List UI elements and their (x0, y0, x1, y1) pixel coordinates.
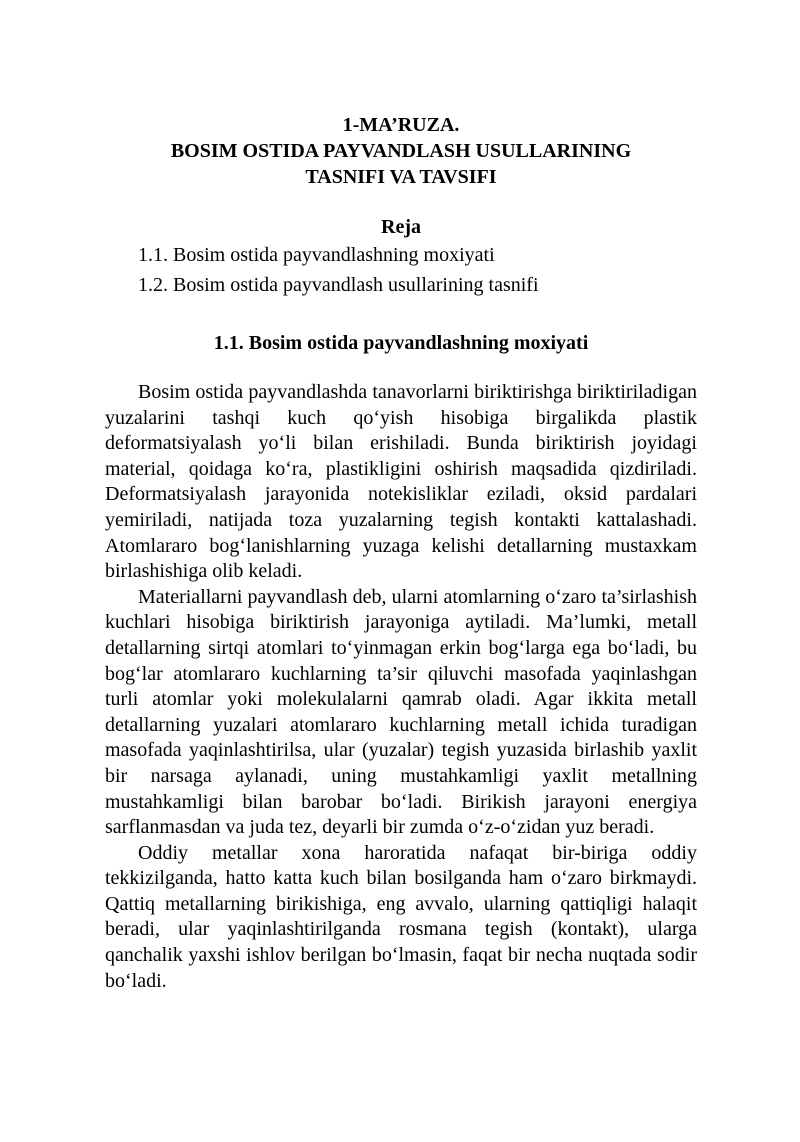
section-heading: 1.1. Bosim ostida payvandlashning moxiyati (213, 332, 589, 354)
body-paragraph: Oddiy metallar xona haroratida nafaqat bir-biriga oddiy tekkizilganda, hatto katta kuch bilan bosilganda ham o‘zaro birkmaydi. Qattiq metallarning birikishiga, eng avvalo, ularning qattiqligi halaqit beradi, ular yaqinlashtirilganda rosmana tegish (kontakt), ularga qanchalik yaxshi ishlov berilgan bo‘lmasin, faqat bir necha nuqtada sodir bo‘ladi. (105, 841, 697, 992)
body-paragraph: Bosim ostida payvandlashda tanavorlarni biriktirishga biriktiriladigan yuzalarini tashqi kuch qo‘yish hisobiga birgalikda plastik deformatsiyalash yo‘li bilan erishiladi. Bunda biriktirish joyidagi material, qoidaga ko‘ra, plastikligini oshirish maqsadida qizdiriladi. Deformatsiyalash jarayonida notekisliklar eziladi, oksid pardalari yemiriladi, natijada toza yuzalarning tegish kontakti kattalashadi. Atomlararo bog‘lanishlarning yuzaga kelishi detallarning mustaxkam birlashishiga olib keladi. (105, 381, 697, 583)
plan-item: 1.2. Bosim ostida payvandlash usullarining tasnifi (138, 274, 539, 296)
lecture-title-line-2: TASNIFI VA TAVSIFI (305, 166, 497, 188)
plan-item: 1.1. Bosim ostida payvandlashning moxiyati (138, 244, 495, 266)
lecture-number: 1-MA’RUZA. (342, 114, 460, 136)
lecture-title-block (105, 112, 697, 190)
lecture-title-line-1: BOSIM OSTIDA PAYVANDLASH USULLARINING (170, 140, 632, 162)
body-paragraph: Materiallarni payvandlash deb, ularni atomlarning o‘zaro ta’sirlashish kuchlari hisobiga biriktirish jarayoniga aytiladi. Ma’lumki, metall detallarning sirtqi atomlari to‘yinmagan erkin bog‘larga ega bo‘ladi, bu bog‘lar atomlararo kuchlarning ta’sir qiluvchi masofada yaqinlashgan turli atomlar yoki molekulalarni qamrab oladi. Agar ikkita metall detallarning yuzalari atomlararo kuchlarning metall ichida turadigan masofada yaqinlashtirilsa, ular (yuzalar) tegish yuzasida birlashib yaxlit bir narsaga aylanadi, uning mustahkamligi yaxlit metallning mustahkamligi bilan barobar bo‘ladi. Birikish jarayoni energiya sarflanmasdan va juda tez, deyarli bir zumda o‘z-o‘zidan yuz beradi. (105, 585, 697, 839)
plan-heading: Reja (381, 216, 421, 238)
document-page (105, 110, 697, 994)
plan-list (105, 240, 697, 300)
